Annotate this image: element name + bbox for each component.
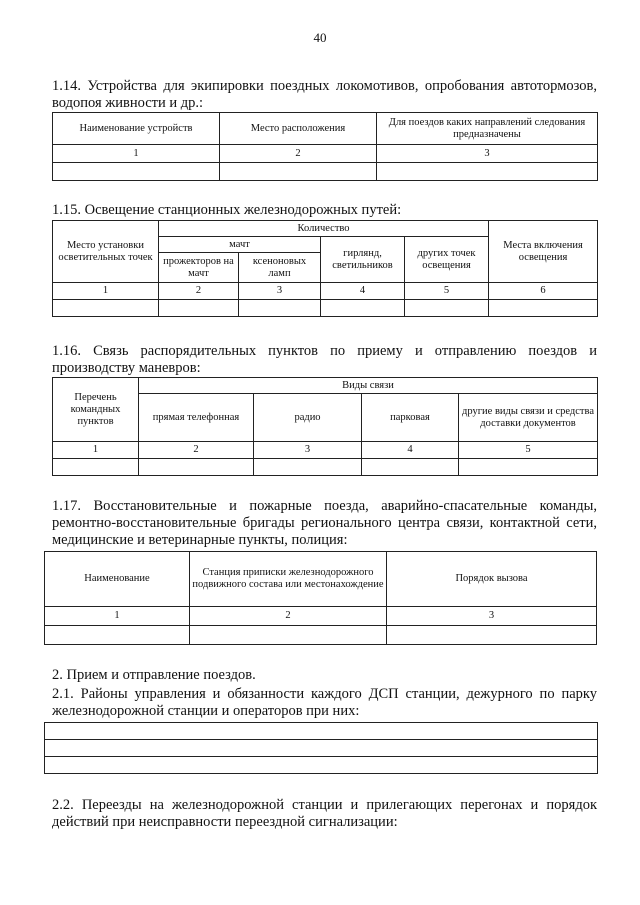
table-header-row: [53, 221, 598, 237]
col-other-points: других точек освещения: [405, 237, 489, 283]
col-number: 5: [405, 283, 489, 300]
empty-cell: [53, 459, 139, 476]
col-masts: мачт: [159, 237, 321, 253]
empty-cell: [459, 459, 598, 476]
col-number: 1: [53, 442, 139, 459]
section-1-17-heading: 1.17. Восстановительные и пожарные поезда, аварийно-спасательные команды, ремонтно-восстановительные бригады регионального центра связи, контактной сети, медицинские и ветеринарные пункты, полиция:: [52, 498, 597, 548]
page-number: 40: [313, 30, 327, 45]
col-number: 4: [321, 283, 405, 300]
col-number: 2: [139, 442, 254, 459]
col-call-procedure: Порядок вызова: [387, 552, 597, 607]
empty-cell: [53, 300, 159, 317]
empty-cell: [53, 163, 220, 181]
section-1-15-heading: 1.15. Освещение станционных железнодорожных путей:: [52, 202, 402, 218]
section-2-1-heading: 2.1. Районы управления и обязанности каждого ДСП станции, дежурного по парку железнодорожной станции и операторов при них:: [52, 686, 597, 719]
col-directions: Для поездов каких направлений следования предназначены: [377, 113, 598, 145]
empty-cell: [45, 626, 190, 645]
col-number: 2: [159, 283, 239, 300]
col-comm-types: Виды связи: [139, 378, 598, 394]
table-number-row: [53, 145, 598, 163]
col-direct-phone: прямая телефонная: [139, 394, 254, 442]
col-number: 3: [387, 607, 597, 626]
col-number: 1: [45, 607, 190, 626]
col-other-comm: другие виды связи и средства доставки документов: [459, 394, 598, 442]
table-1-14: [52, 112, 598, 181]
section-1-14-heading: 1.14. Устройства для экипировки поездных локомотивов, опробования автотормозов, водопоя живности и др.:: [52, 78, 597, 111]
table-empty-row: [45, 626, 597, 645]
empty-cell: [321, 300, 405, 317]
col-quantity: Количество: [159, 221, 489, 237]
col-number: 2: [190, 607, 387, 626]
col-switch-places: Места включения освещения: [489, 221, 598, 283]
table-header-row: [45, 552, 597, 607]
table-1-17: [44, 551, 597, 645]
col-number: 4: [362, 442, 459, 459]
table-number-row: [45, 607, 597, 626]
empty-cell: [159, 300, 239, 317]
col-number: 5: [459, 442, 598, 459]
section-2-heading: 2. Прием и отправление поездов.: [52, 667, 256, 683]
blank-lines-block: [44, 722, 598, 774]
empty-cell: [239, 300, 321, 317]
col-park: парковая: [362, 394, 459, 442]
table-number-row: [53, 283, 598, 300]
col-garlands: гирлянд, светильников: [321, 237, 405, 283]
empty-cell: [387, 626, 597, 645]
col-number: 3: [239, 283, 321, 300]
empty-cell: [220, 163, 377, 181]
table-empty-row: [53, 459, 598, 476]
empty-cell: [405, 300, 489, 317]
table-1-15: [52, 220, 598, 317]
table-empty-row: [53, 300, 598, 317]
table-1-16: [52, 377, 598, 476]
col-name: Наименование: [45, 552, 190, 607]
empty-cell: [139, 459, 254, 476]
col-number: 3: [377, 145, 598, 163]
section-1-16-heading: 1.16. Связь распорядительных пунктов по приему и отправлению поездов и производству маневров:: [52, 343, 597, 376]
col-number: 6: [489, 283, 598, 300]
col-radio: радио: [254, 394, 362, 442]
empty-cell: [254, 459, 362, 476]
col-number: 2: [220, 145, 377, 163]
col-station: Станция приписки железнодорожного подвижного состава или местонахождение: [190, 552, 387, 607]
col-number: 3: [254, 442, 362, 459]
blank-line: [45, 740, 597, 757]
empty-cell: [362, 459, 459, 476]
col-number: 1: [53, 283, 159, 300]
table-header-row: [53, 378, 598, 394]
col-device-name: Наименование устройств: [53, 113, 220, 145]
col-light-location: Место установки осветительных точек: [53, 221, 159, 283]
empty-cell: [489, 300, 598, 317]
col-command-points: Перечень командных пунктов: [53, 378, 139, 442]
table-number-row: [53, 442, 598, 459]
section-2-2-heading: 2.2. Переезды на железнодорожной станции и прилегающих перегонах и порядок действий при неисправности переездной сигнализации:: [52, 797, 597, 830]
table-header-row: [53, 113, 598, 145]
empty-cell: [190, 626, 387, 645]
col-xenon-lamps: ксеноновых ламп: [239, 253, 321, 283]
col-location: Место расположения: [220, 113, 377, 145]
blank-line: [45, 723, 597, 740]
col-projectors: прожекторов на мачт: [159, 253, 239, 283]
blank-line: [45, 757, 597, 774]
empty-cell: [377, 163, 598, 181]
table-empty-row: [53, 163, 598, 181]
col-number: 1: [53, 145, 220, 163]
